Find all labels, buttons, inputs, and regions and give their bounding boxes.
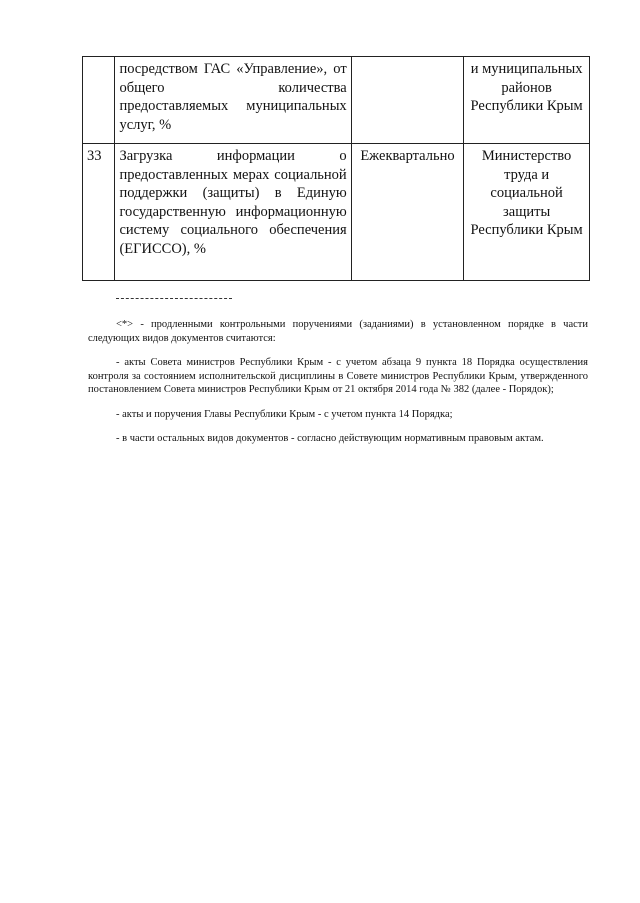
- table-row: [83, 144, 590, 281]
- footnote-item: - в части остальных видов документов - согласно действующим нормативным правовым актам.: [116, 433, 544, 444]
- row-number: [83, 57, 115, 144]
- footnote-notes: [88, 318, 588, 457]
- indicator-text: Загрузка информации о предоставленных мерах социальной поддержки (защиты) в Единую государственную информационную систему социального обеспечения (ЕГИССО), %: [115, 144, 351, 281]
- indicators-table: [82, 56, 590, 281]
- responsible-cell: Министерство труда и социальной защиты Республики Крым: [464, 144, 590, 281]
- frequency-cell: Ежеквартально: [351, 144, 464, 281]
- frequency-cell: [351, 57, 464, 144]
- footnote-intro: <*> - продленными контрольными поручениями (заданиями) в установленном порядке в части следующих видов документов считаются:: [88, 319, 588, 344]
- responsible-cell: и муниципальных районов Республики Крым: [464, 57, 590, 144]
- indicator-text: посредством ГАС «Управление», от общего количества предоставляемых муниципальных услуг, %: [115, 57, 351, 144]
- row-number: 33: [83, 144, 115, 281]
- footnote-item: - акты и поручения Главы Республики Крым - с учетом пункта 14 Порядка;: [116, 408, 453, 420]
- footnote-item: - акты Совета министров Республики Крым - с учетом абзаца 9 пункта 18 Порядка осуществления контроля за состоянием исполнительской дисциплины в Совете министров Республики Крым, утвержденного постановлением Совета министров Республики Крым от 21 октября 2014 года № 382 (далее - Порядок);: [88, 357, 588, 395]
- table-row: [83, 57, 590, 144]
- footnote-separator: [116, 298, 232, 299]
